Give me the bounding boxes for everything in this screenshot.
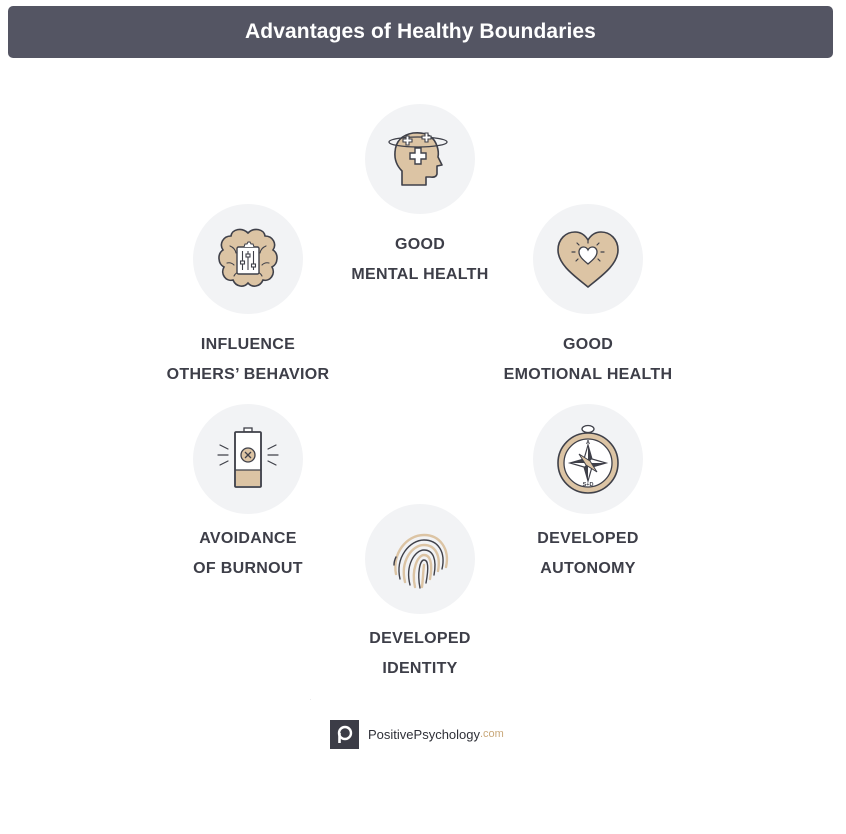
brand-logo-letter: p [310, 699, 311, 701]
benefit-label-line2: EMOTIONAL HEALTH [503, 366, 673, 383]
benefit-label-line2: AUTONOMY [540, 560, 636, 577]
benefit-influence-behavior [138, 204, 358, 390]
footer-brand [310, 699, 504, 749]
benefit-developed-identity [310, 504, 530, 684]
icon-circle [365, 504, 475, 614]
icon-circle [533, 204, 643, 314]
icon-circle [533, 404, 643, 514]
benefit-label [310, 624, 530, 684]
icon-circle [193, 404, 303, 514]
compass-letter-top: A [586, 440, 590, 446]
page-title: Advantages of Healthy Boundaries [245, 20, 596, 43]
benefit-label-line2: OTHERS’ BEHAVIOR [166, 366, 330, 383]
icon-circle [193, 204, 303, 314]
benefit-label-line2: MENTAL HEALTH [351, 266, 489, 283]
benefit-label-line2: OF BURNOUT [193, 560, 303, 577]
benefit-label-line2: IDENTITY [382, 660, 458, 677]
title-bar [8, 6, 833, 58]
benefit-label-line1: DEVELOPED [537, 530, 639, 547]
benefit-label [138, 330, 358, 390]
benefit-label-line1: DEVELOPED [369, 630, 471, 647]
battery-icon [208, 419, 288, 499]
brand-name[interactable]: PositivePsychology [368, 726, 480, 742]
benefit-emotional-health [478, 204, 698, 390]
fingerprint-icon [380, 519, 460, 599]
brain-controls-icon [208, 219, 288, 299]
brand-logo-icon [310, 699, 359, 749]
benefit-label-line1: AVOIDANCE [199, 530, 297, 547]
benefit-label-line1: GOOD [394, 236, 446, 253]
compass-letter-bottom: S+D [582, 482, 594, 488]
heart-icon [548, 219, 628, 299]
compass-icon [548, 419, 628, 499]
benefit-label-line1: INFLUENCE [200, 336, 296, 353]
benefit-label [478, 330, 698, 390]
head-medical-cross-icon [380, 119, 460, 199]
benefit-label-line1: GOOD [562, 336, 614, 353]
brand-suffix[interactable]: .com [480, 728, 504, 740]
icon-circle [365, 104, 475, 214]
